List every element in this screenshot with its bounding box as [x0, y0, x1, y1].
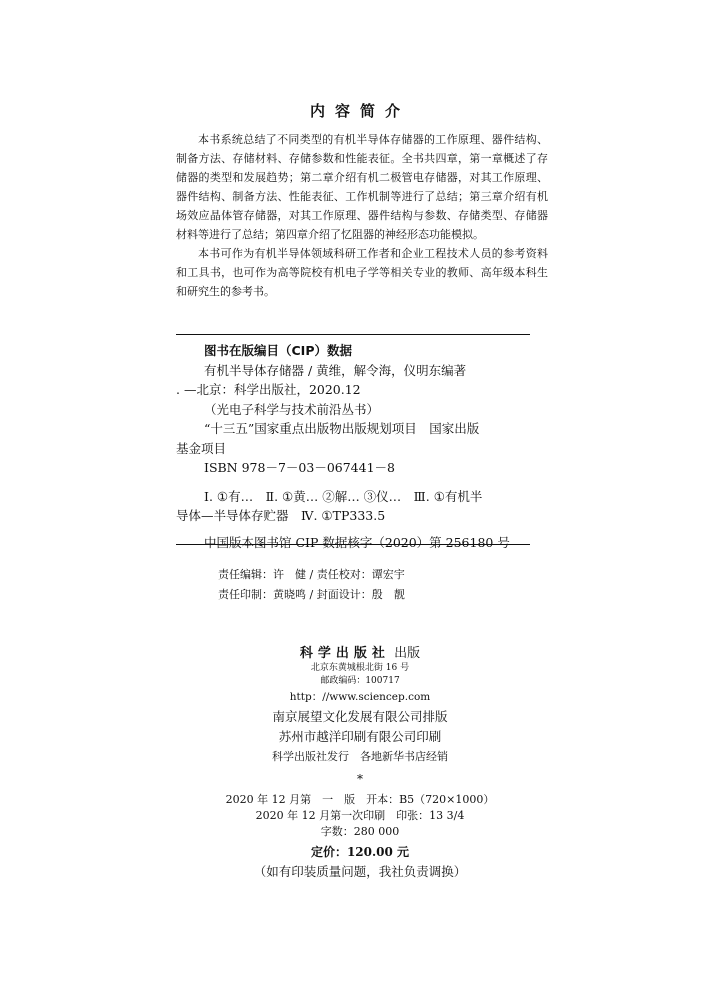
- cip-title-line: 有机半导体存储器 / 黄维，解令海，仪明东编著: [204, 362, 467, 378]
- publisher-name: 科学出版社: [299, 646, 390, 661]
- cip-heading: 图书在版编目（CIP）数据: [204, 343, 352, 358]
- cip-classification-line-cont: 导体—半导体存贮器 Ⅳ. ①TP333.5: [176, 508, 386, 523]
- summary-paragraph-1: 本书系统总结了不同类型的有机半导体存储器的工作原理、器件结构、制备方法、存储材料、存储参数和性能表征。全书共四章，第一章概述了存储器的类型和发展趋势；第二章介绍有机二极管电存储器，对其工作原理、器件结构、制备方法、性能表征、工作机制等进行了总结；第三章介绍有机场效应晶体管存储器，对其工作原理、器件结构与参数、存储类型、存储器材料等进行了总结；第四章介绍了忆阻器的神经形态功能模拟。: [176, 133, 548, 241]
- staff-credits: [218, 565, 405, 605]
- imprint-block: [0, 792, 720, 840]
- quality-note: （如有印装质量问题，我社负责调换）: [253, 864, 467, 879]
- page-title: 内容简介: [309, 102, 410, 120]
- cip-project-line: “十三五”国家重点出版物出版规划项目 国家出版: [204, 421, 480, 436]
- summary-paragraph-2: 本书可作为有机半导体领域科研工作者和企业工程技术人员的参考资料和工具书，也可作为高等院校有机电子学等相关专业的教师、高年级本科生和研究生的参考书。: [176, 247, 548, 298]
- distribution: 科学出版社发行 各地新华书店经销: [272, 750, 448, 763]
- summary-section: [176, 130, 548, 301]
- publisher-line: [0, 642, 720, 661]
- publisher-postcode: 邮政编码：100717: [320, 676, 400, 686]
- price: 定价：120.00 元: [310, 845, 410, 859]
- production-credits: [0, 707, 720, 747]
- cip-series-line: （光电子科学与技术前沿丛书）: [204, 401, 380, 417]
- imprint-edition: 2020 年 12 月第 一 版 开本：B5（720×1000）: [225, 793, 495, 806]
- publisher-address: 北京东黄城根北街 16 号: [310, 663, 410, 673]
- publisher-suffix: 出版: [394, 646, 421, 661]
- publisher-contact: [0, 662, 720, 688]
- typesetter: 南京展望文化发展有限公司排版: [272, 709, 448, 724]
- cip-classification-line: Ⅰ. ①有… Ⅱ. ①黄… ②解… ③仪… Ⅲ. ①有机半: [204, 488, 483, 504]
- cip-record-number: 中国版本图书馆 CIP 数据核字（2020）第 256180 号: [204, 534, 510, 550]
- cip-isbn: ISBN 978－7－03－067441－8: [204, 460, 395, 475]
- separator-star: *: [357, 772, 363, 786]
- staff-line-printing: 责任印制：黄晓鸣 / 封面设计：殷 靓: [218, 588, 405, 601]
- divider-bottom: [176, 544, 530, 545]
- printer: 苏州市越洋印刷有限公司印刷: [278, 729, 442, 744]
- cip-block: [176, 341, 534, 552]
- imprint-word-count: 字数：280 000: [320, 825, 400, 838]
- divider-top: [176, 334, 530, 335]
- imprint-printing: 2020 年 12 月第一次印刷 印张：13 3/4: [255, 809, 465, 822]
- publisher-website: http：//www.sciencep.com: [289, 691, 431, 703]
- cip-project-line-cont: 基金项目: [176, 440, 227, 456]
- staff-line-editor: 责任编辑：许 健 / 责任校对：谭宏宇: [218, 568, 405, 581]
- cip-publisher-line: . —北京：科学出版社，2020.12: [176, 382, 361, 397]
